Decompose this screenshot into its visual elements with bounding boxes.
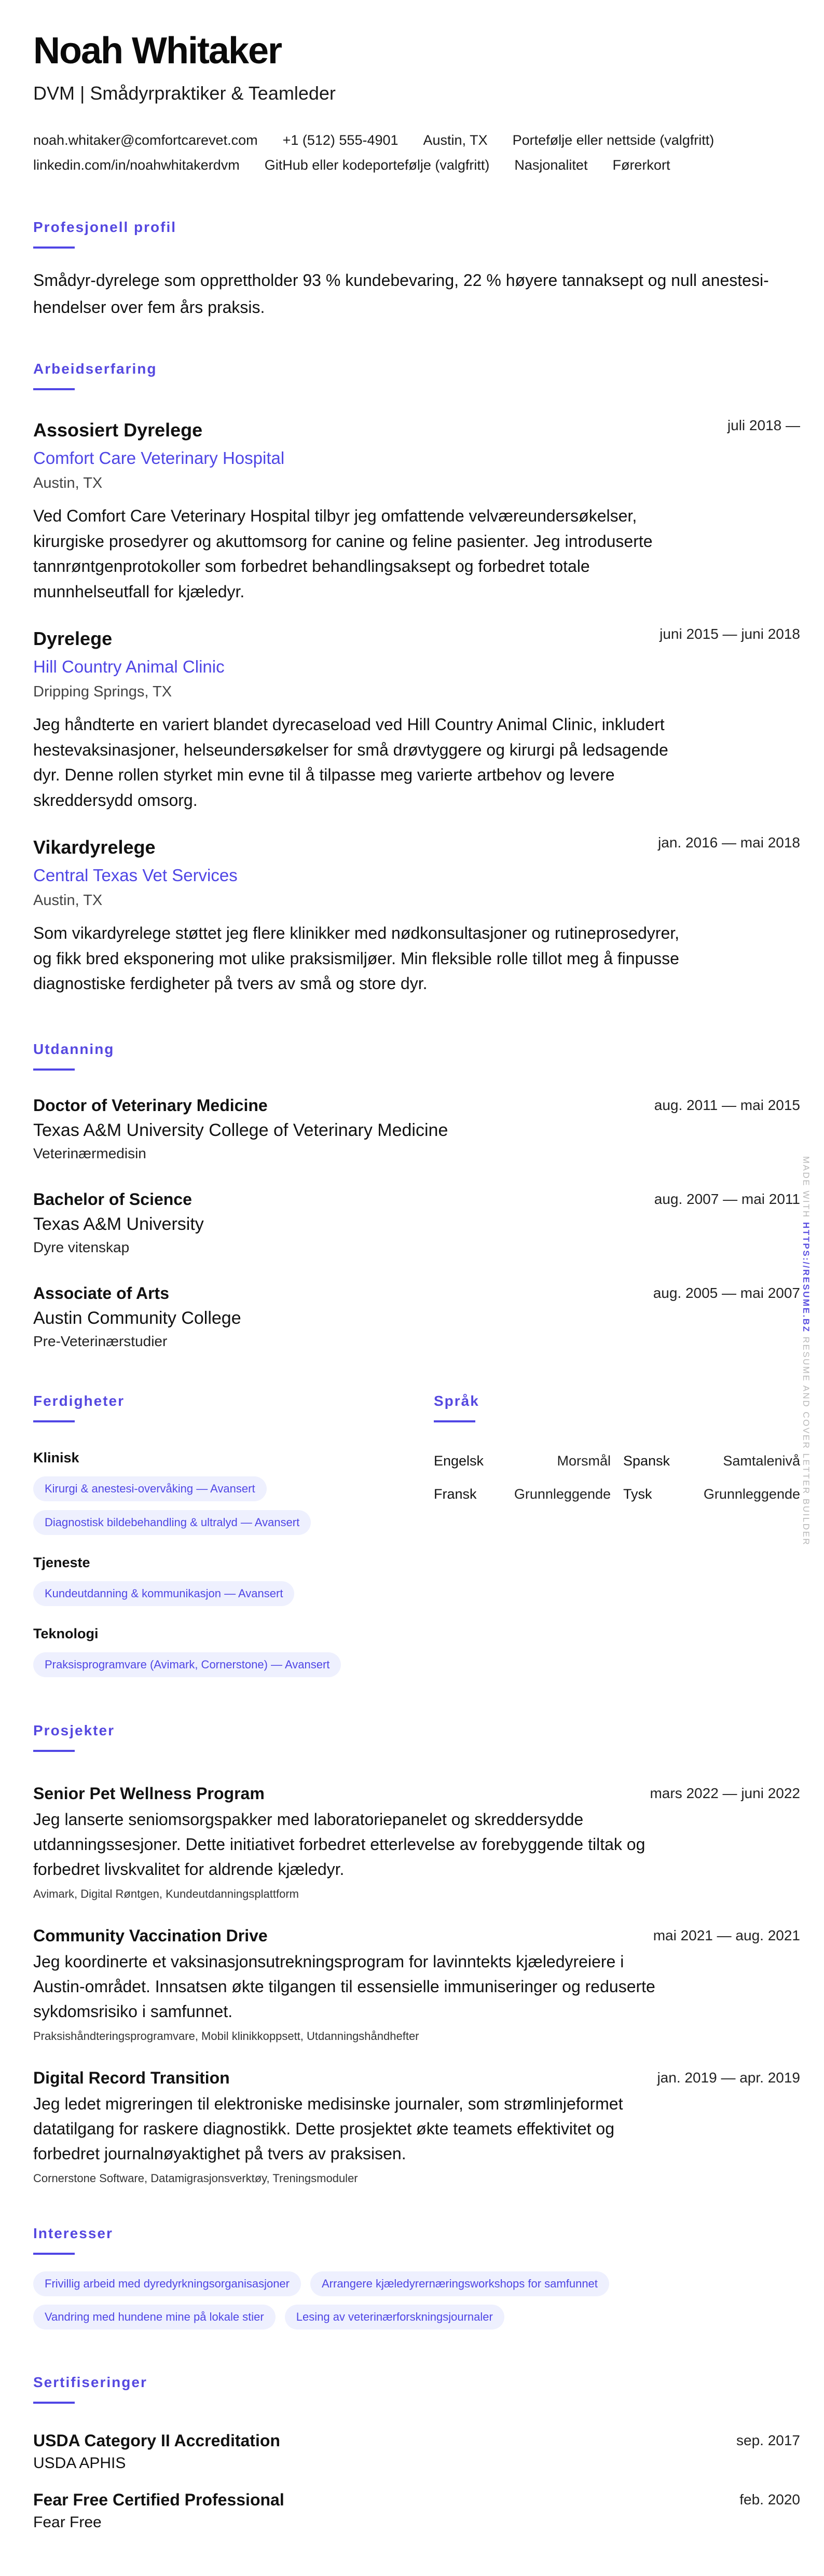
experience-entry <box>33 627 800 813</box>
entry-date: jan. 2019 — apr. 2019 <box>657 2069 800 2086</box>
section-heading: Arbeidserfaring <box>33 361 157 377</box>
language-name: Fransk <box>434 1486 477 1502</box>
contact-portfolio[interactable]: Portefølje eller nettside (valgfritt) <box>512 132 715 148</box>
entry-date: mai 2021 — aug. 2021 <box>653 1927 800 1943</box>
skill-pill: Praksisprogramvare (Avimark, Cornerstone) — Avansert <box>33 1652 341 1677</box>
company-name: Hill Country Animal Clinic <box>33 657 225 676</box>
project-tech: Cornerstone Software, Datamigrasjonsverktøy, Treningsmoduler <box>33 2171 358 2185</box>
company-name: Central Texas Vet Services <box>33 866 238 885</box>
job-description: Ved Comfort Care Veterinary Hospital tilbyr jeg omfattende velværeundersøkelser, kirurgiske prosedyrer og akuttomsorg for canine og feline pasienter. Jeg introduserte tannrøntgenprotokoller som forbedret behandlingsaksept og forbedret totale munnhelseutfall for kjæledyr. <box>33 506 653 601</box>
watermark-prefix: MADE WITH <box>801 1156 811 1218</box>
school-name: Texas A&M University <box>33 1214 204 1234</box>
project-description: Jeg koordinerte et vaksinasjonsutrekningsprogram for lavinntekts kjæledyreiere i Austin-området. Innsatsen økte tilgangen til essensielle immuniseringer og reduserte sykdomsrisiko i samfunnet. <box>33 1952 655 2021</box>
certification-title: Fear Free Certified Professional <box>33 2490 284 2509</box>
field-of-study: Dyre vitenskap <box>33 1239 130 1255</box>
interest-pill: Vandring med hundene mine på lokale stier <box>33 2305 276 2330</box>
contact-email[interactable]: noah.whitaker@comfortcarevet.com <box>33 132 258 148</box>
section-divider <box>33 1420 75 1422</box>
company-name: Comfort Care Veterinary Hospital <box>33 448 285 468</box>
job-title: Assosiert Dyrelege <box>33 419 203 441</box>
entry-date: jan. 2016 — mai 2018 <box>658 834 800 851</box>
field-of-study: Veterinærmedisin <box>33 1145 146 1161</box>
certification-title: USDA Category II Accreditation <box>33 2431 280 2450</box>
experience-entry <box>33 419 800 604</box>
section-divider <box>33 1750 75 1752</box>
skill-pill-list <box>33 1581 434 1606</box>
contact-nationality: Nasjonalitet <box>514 157 588 173</box>
field-of-study: Pre-Veterinærstudier <box>33 1333 168 1349</box>
contact-linkedin[interactable]: linkedin.com/in/noahwhitakerdvm <box>33 157 240 173</box>
job-location: Austin, TX <box>33 475 103 491</box>
project-title: Senior Pet Wellness Program <box>33 1784 265 1803</box>
certification-issuer: USDA APHIS <box>33 2454 126 2472</box>
interest-pill: Lesing av veterinærforskningsjournaler <box>285 2305 504 2330</box>
skill-category <box>33 1553 434 1606</box>
language-level: Morsmål <box>557 1453 611 1469</box>
skill-category <box>33 1448 434 1535</box>
entry-date: feb. 2020 <box>739 2491 800 2508</box>
resume-header <box>33 32 800 177</box>
languages-section <box>434 1392 800 1677</box>
project-description: Jeg lanserte seniomsorgspakker med laboratoriepanelet og skreddersydde utdanningssesjoner. Dette initiativet forbedret etterlevelse av forebyggende tiltak og forbedret livskvalitet for aldrende kjæledyr. <box>33 1810 646 1879</box>
watermark-suffix: RESUME AND COVER LETTER BUILDER <box>801 1336 811 1546</box>
skill-category-name: Tjeneste <box>33 1554 90 1570</box>
skill-pill-list <box>33 1652 434 1677</box>
skill-pill: Diagnostisk bildebehandling & ultralyd — Avansert <box>33 1510 311 1535</box>
language-name: Engelsk <box>434 1453 484 1469</box>
section-heading: Prosjekter <box>33 1722 115 1738</box>
job-description: Jeg håndterte en variert blandet dyrecaseload ved Hill Country Animal Clinic, inkludert hestevaksinasjoner, helseundersøkelser for små drøvtyggere og kirurgi på ledsagende dyr. Denne rollen styrket min evne til å tilpasse meg varierte artbehov og levere skreddersydd omsorg. <box>33 715 668 810</box>
education-entry <box>33 1283 800 1351</box>
interest-pill: Frivillig arbeid med dyredyrkningsorganisasjoner <box>33 2271 301 2296</box>
skill-category-name: Klinisk <box>33 1449 79 1465</box>
language-level: Samtalenivå <box>723 1453 800 1469</box>
degree-title: Bachelor of Science <box>33 1189 192 1209</box>
certification-issuer: Fear Free <box>33 2513 102 2531</box>
candidate-subtitle: DVM | Smådyrpraktiker & Teamleder <box>33 83 336 104</box>
language-level: Grunnleggende <box>703 1486 800 1502</box>
education-section <box>33 1040 800 1351</box>
language-item <box>434 1451 611 1470</box>
skill-pill-list <box>33 1476 434 1535</box>
certification-entry <box>33 2489 800 2533</box>
watermark-link[interactable]: HTTPS://RESUME.BZ <box>801 1222 811 1333</box>
skill-pill: Kirurgi & anestesi-overvåking — Avansert <box>33 1476 267 1501</box>
skill-category <box>33 1624 434 1677</box>
interests-section <box>33 2224 800 2330</box>
experience-entry <box>33 836 800 996</box>
section-heading: Ferdigheter <box>33 1392 125 1409</box>
section-heading: Profesjonell profil <box>33 219 177 235</box>
entry-date: juni 2015 — juni 2018 <box>660 626 800 642</box>
education-entry <box>33 1095 800 1163</box>
candidate-name: Noah Whitaker <box>33 30 282 72</box>
language-level: Grunnleggende <box>514 1486 611 1502</box>
projects-section <box>33 1721 800 2186</box>
section-divider <box>33 2402 75 2404</box>
degree-title: Associate of Arts <box>33 1283 169 1303</box>
profile-summary: Smådyr-dyrelege som opprettholder 93 % kundebevaring, 22 % høyere tannaksept og null anestesi-hendelser over fem års praksis. <box>33 271 769 317</box>
language-name: Spansk <box>623 1453 670 1469</box>
job-location: Austin, TX <box>33 892 103 909</box>
school-name: Texas A&M University College of Veterinary Medicine <box>33 1120 448 1140</box>
section-divider <box>33 246 75 249</box>
entry-date: juli 2018 — <box>727 417 800 433</box>
certification-entry <box>33 2430 800 2474</box>
job-title: Vikardyrelege <box>33 837 156 858</box>
school-name: Austin Community College <box>33 1308 241 1328</box>
contact-list <box>33 128 800 177</box>
entry-date: aug. 2005 — mai 2007 <box>653 1284 800 1301</box>
project-title: Digital Record Transition <box>33 2068 230 2087</box>
job-description: Som vikardyrelege støttet jeg flere klinikker med nødkonsultasjoner og rutineprosedyrer, og fikk bred eksponering mot ulike praksismiljøer. Min fleksible rolle tillot meg å finpusse diagnostiske ferdigheter på tvers av små og store dyr. <box>33 924 680 993</box>
section-heading: Språk <box>434 1392 479 1409</box>
experience-section <box>33 360 800 996</box>
contact-license: Førerkort <box>612 157 670 173</box>
entry-date: sep. 2017 <box>736 2432 800 2448</box>
language-item <box>623 1451 800 1470</box>
contact-github[interactable]: GitHub eller kodeportefølje (valgfritt) <box>264 157 490 173</box>
contact-location: Austin, TX <box>423 132 488 148</box>
interest-pill: Arrangere kjæledyrernæringsworkshops for samfunnet <box>310 2271 609 2296</box>
skills-section <box>33 1392 434 1677</box>
skill-pill: Kundeutdanning & kommunikasjon — Avansert <box>33 1581 294 1606</box>
section-heading: Sertifiseringer <box>33 2374 147 2390</box>
entry-date: aug. 2007 — mai 2011 <box>654 1190 800 1207</box>
project-description: Jeg ledet migreringen til elektroniske medisinske journaler, som strømlinjeformet datatilgang for raskere diagnostikk. Dette prosjektet økte teamets effektivitet og forbedret journalnøyaktighet på tvers av praksisen. <box>33 2094 623 2163</box>
project-tech: Avimark, Digital Røntgen, Kundeutdanningsplattform <box>33 1887 299 1900</box>
language-item <box>434 1485 611 1503</box>
section-divider <box>33 2253 75 2255</box>
certifications-section <box>33 2373 800 2533</box>
education-entry <box>33 1189 800 1257</box>
entry-date: mars 2022 — juni 2022 <box>650 1785 800 1801</box>
language-item <box>623 1485 800 1503</box>
degree-title: Doctor of Veterinary Medicine <box>33 1095 268 1115</box>
section-heading: Interesser <box>33 2225 113 2241</box>
entry-date: aug. 2011 — mai 2015 <box>654 1097 800 1113</box>
watermark <box>801 1156 811 1546</box>
section-divider <box>434 1420 475 1422</box>
job-title: Dyrelege <box>33 628 113 649</box>
project-entry <box>33 1783 800 1902</box>
project-entry <box>33 1925 800 2044</box>
profile-section <box>33 218 800 321</box>
project-entry <box>33 2067 800 2186</box>
section-heading: Utdanning <box>33 1040 115 1057</box>
section-divider <box>33 1068 75 1071</box>
contact-phone[interactable]: +1 (512) 555-4901 <box>282 132 399 148</box>
project-tech: Praksishåndteringsprogramvare, Mobil klinikkoppsett, Utdanningshåndhefter <box>33 2029 419 2043</box>
language-name: Tysk <box>623 1486 652 1502</box>
project-title: Community Vaccination Drive <box>33 1926 268 1945</box>
skills-languages-row <box>33 1392 800 1677</box>
section-divider <box>33 388 75 390</box>
skill-category-name: Teknologi <box>33 1625 99 1641</box>
job-location: Dripping Springs, TX <box>33 683 172 700</box>
